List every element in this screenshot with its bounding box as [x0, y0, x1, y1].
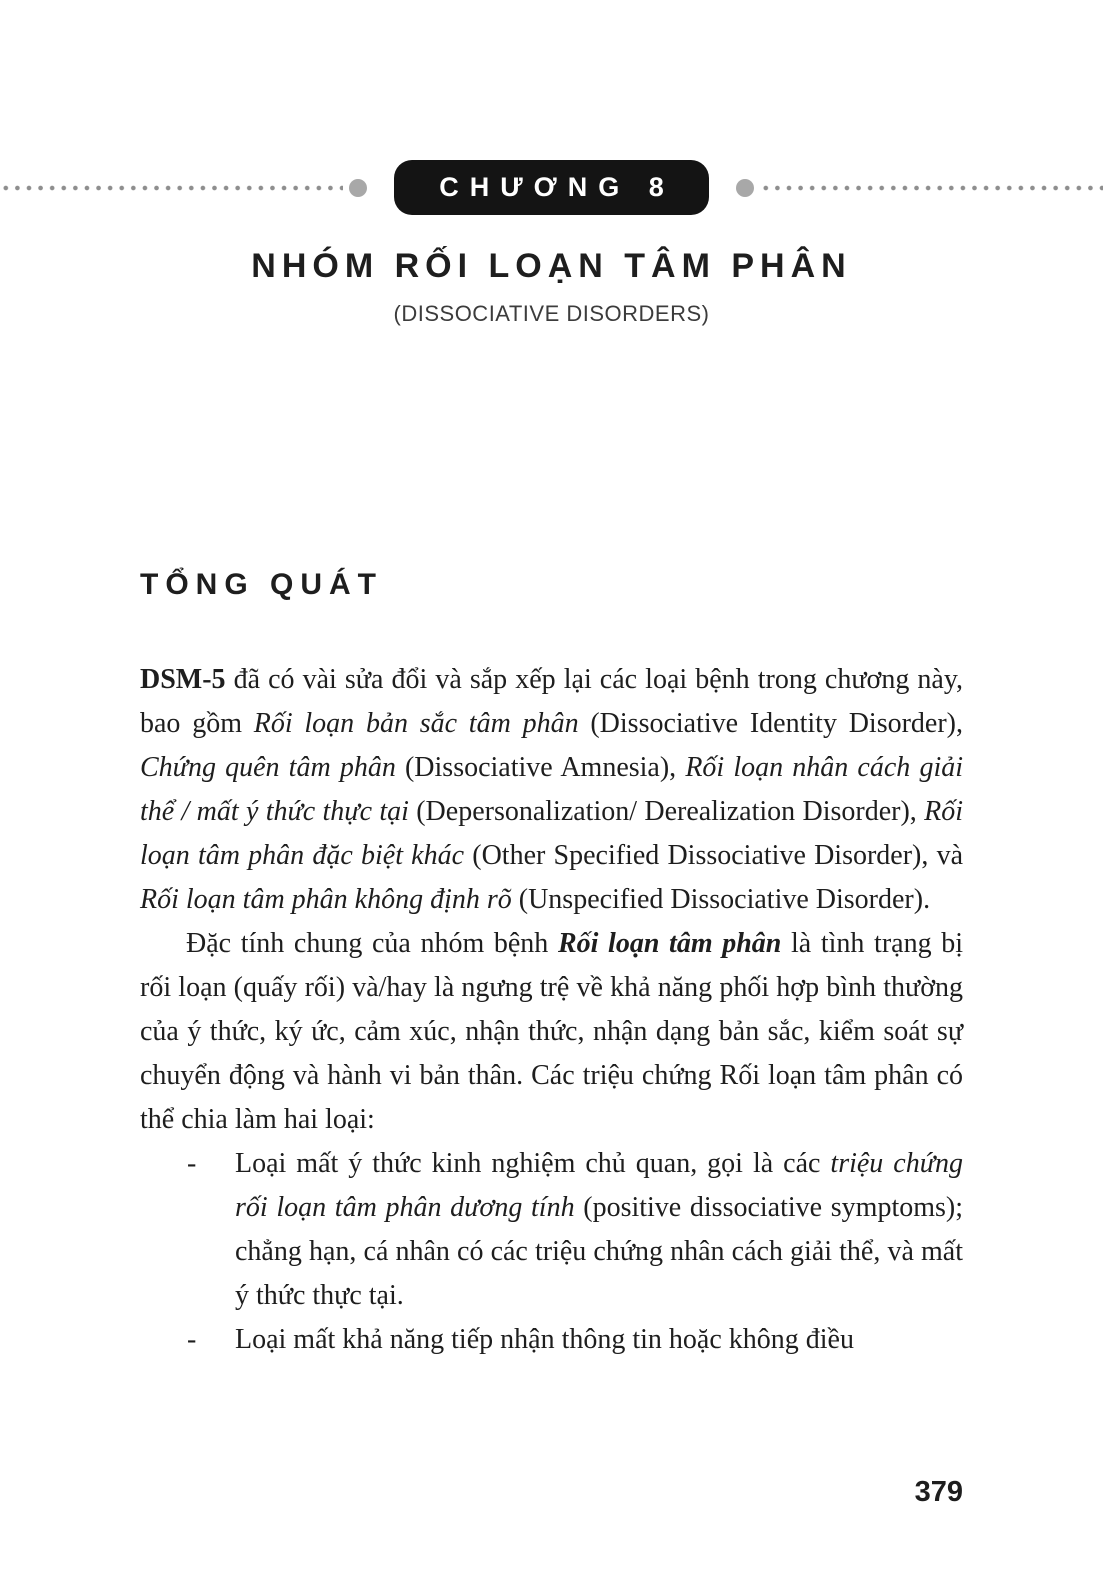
list-item-positive-symptoms: [140, 1142, 963, 1318]
section-heading: TỔNG QUÁT: [140, 568, 383, 601]
list-item-text: Loại mất khả năng tiếp nhận thông tin hoặc không điều: [235, 1324, 854, 1355]
body-text: [140, 658, 963, 1362]
symptom-type-list: [140, 1142, 963, 1362]
dot-line-right: [760, 185, 1103, 191]
list-item-text: Loại mất ý thức kinh nghiệm chủ quan, gọi là các triệu chứng rối loạn tâm phân dương tính (positive dissociative symptoms); chẳng hạn, cá nhân có các triệu chứng nhân cách giải thể, và mất ý thức thực tại.: [235, 1148, 963, 1311]
page-number: 379: [914, 1476, 963, 1508]
list-dash-marker: -: [187, 1324, 197, 1355]
list-dash-marker: -: [187, 1148, 197, 1179]
chapter-header: [0, 160, 1103, 215]
chapter-label: CHƯƠNG 8: [439, 172, 675, 202]
page-footer: [140, 1476, 963, 1509]
chapter-pill: [394, 160, 709, 215]
page-subtitle: (DISSOCIATIVE DISORDERS): [393, 301, 710, 326]
dot-line-left: [0, 185, 343, 191]
paragraph-characteristics: Đặc tính chung của nhóm bệnh Rối loạn tâm phân là tình trạng bị rối loạn (quấy rối) và/hay là ngưng trệ về khả năng phối hợp bình thường của ý thức, ký ức, cảm xúc, nhận thức, nhận dạng bản sắc, kiểm soát sự chuyển động và hành vi bản thân. Các triệu chứng Rối loạn tâm phân có thể chia làm hai loại:: [140, 928, 963, 1135]
dotted-rule-left: [0, 179, 367, 197]
dotted-rule-right: [736, 179, 1103, 197]
accent-dot-right: [736, 179, 754, 197]
paragraph-overview: DSM-5 đã có vài sửa đổi và sắp xếp lại các loại bệnh trong chương này, bao gồm Rối loạn bản sắc tâm phân (Dissociative Identity Disorder), Chứng quên tâm phân (Dissociative Amnesia), Rối loạn nhân cách giải thể / mất ý thức thực tại (Depersonalization/ Derealization Disorder), Rối loạn tâm phân đặc biệt khác (Other Specified Dissociative Disorder), và Rối loạn tâm phân không định rõ (Unspecified Dissociative Disorder).: [140, 664, 963, 915]
page-title: NHÓM RỐI LOẠN TÂM PHÂN: [251, 247, 852, 285]
list-item-negative-symptoms: [140, 1318, 963, 1362]
accent-dot-left: [349, 179, 367, 197]
